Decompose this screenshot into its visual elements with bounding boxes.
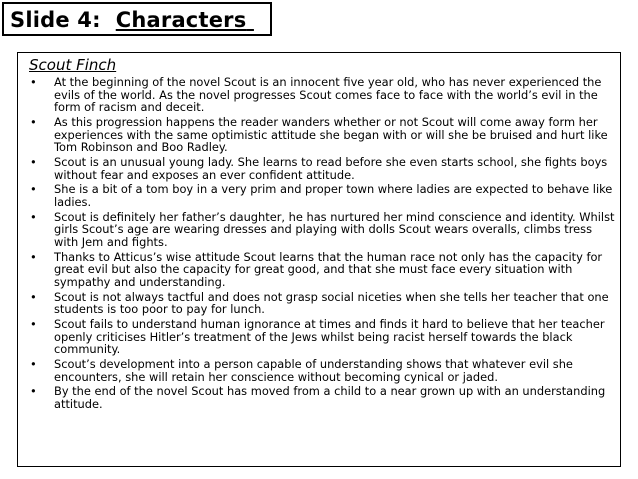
bullet-text: Scout’s development into a person capable of understanding shows that whatever evil she encounters, she will retain her conscience without becoming cynical or jaded. (54, 356, 573, 384)
bullet-icon: • (30, 249, 37, 264)
bullet-text: As this progression happens the reader wanders whether or not Scout will come away form her experiences with the same optimistic attitude she began with or will she be bruised and hurt like Tom Robinson and Boo Radley. (54, 114, 608, 155)
bullet-text: Scout is definitely her father’s daughter, he has nurtured her mind conscience and identity. Whilst girls Scout’s age are wearing dresses and playing with dolls Scout wears overalls, climbs tress with Jem and fights. (54, 209, 615, 249)
bullet-icon: • (30, 384, 37, 399)
list-item (18, 385, 616, 410)
slide-title-suffix (246, 8, 254, 32)
bullet-icon: • (30, 289, 37, 304)
list-item (18, 183, 616, 208)
bullet-icon: • (30, 317, 37, 331)
bullet-icon: • (30, 356, 37, 371)
list-item (18, 251, 616, 289)
bullet-icon: • (30, 209, 37, 224)
content-box (17, 52, 621, 467)
bullet-icon: • (30, 75, 37, 89)
bullet-text: Scout is not always tactful and does not grasp social niceties when she tells her teacher that one students is too poor to pay for lunch. (54, 289, 609, 317)
list-item (18, 116, 616, 154)
bullet-list (18, 76, 616, 413)
slide-title (10, 8, 254, 32)
section-heading: Scout Finch (29, 56, 117, 74)
list-item (18, 318, 616, 356)
bullet-icon: • (30, 154, 37, 169)
bullet-icon: • (30, 114, 37, 129)
list-item (18, 211, 616, 249)
list-item (18, 291, 616, 316)
slide-title-box (2, 2, 272, 36)
bullet-text: By the end of the novel Scout has moved from a child to a near grown up with an understanding attitude. (54, 384, 606, 411)
bullet-text: Scout fails to understand human ignorance at times and finds it hard to believe that her teacher openly criticises Hitler’s treatment of the Jews whilst being racist herself towards the black community. (54, 317, 605, 357)
bullet-text: Scout is an unusual young lady. She learns to read before she even starts school, she fights boys without fear and exposes an ever confident attitude. (54, 154, 608, 182)
slide-title-main: Characters (115, 8, 247, 32)
list-item (18, 76, 616, 114)
bullet-icon: • (30, 182, 37, 197)
list-item (18, 358, 616, 383)
bullet-text: Thanks to Atticus’s wise attitude Scout learns that the human race not only has the capacity for great evil but also the capacity for great good, and that she must face every situation with sympathy and understanding. (54, 249, 603, 289)
slide-title-prefix: Slide 4: (10, 8, 116, 32)
bullet-text: She is a bit of a tom boy in a very prim and proper town where ladies are expected to behave like ladies. (54, 182, 613, 209)
bullet-text: At the beginning of the novel Scout is an innocent five year old, who has never experienced the evils of the world. As the novel progresses Scout comes face to face with the world’s evil in the form of racism and deceit. (54, 75, 602, 115)
list-item (18, 156, 616, 181)
